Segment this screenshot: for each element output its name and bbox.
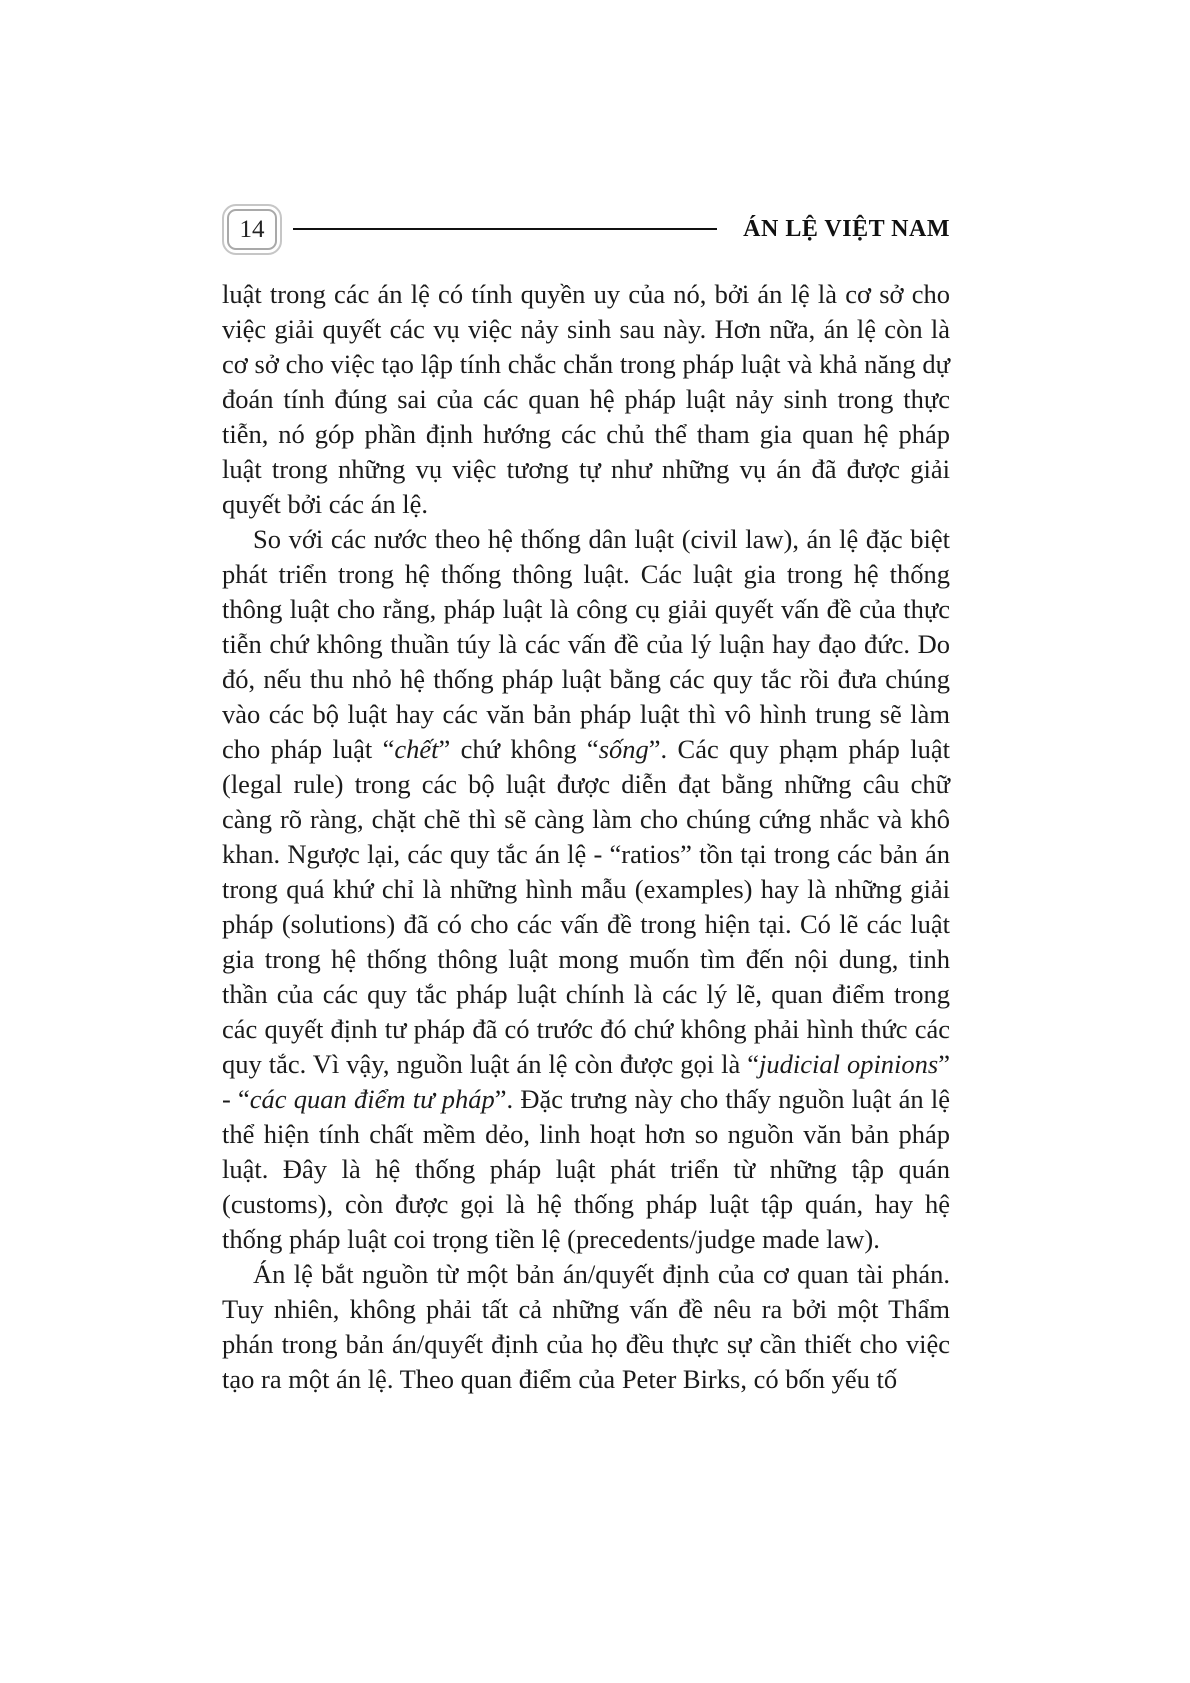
paragraph <box>222 522 950 1257</box>
text-run: ” - “ <box>222 1049 950 1114</box>
paragraph <box>222 1257 950 1397</box>
text-run: ”. Đặc trưng này cho thấy nguồn luật án lệ thể hiện tính chất mềm dẻo, linh hoạt hơn so nguồn văn bản pháp luật. Đây là hệ thống pháp luật phát triển từ những tập quán (customs), còn được gọi là hệ thống pháp luật tập quán, hay hệ thống pháp luật coi trọng tiền lệ (precedents/judge made law). <box>222 1084 950 1254</box>
page-header <box>222 203 950 255</box>
paragraph <box>222 277 950 522</box>
header-rule-line <box>293 228 717 231</box>
body-text <box>222 277 950 1397</box>
text-run: Án lệ bắt nguồn từ một bản án/quyết định của cơ quan tài phán. Tuy nhiên, không phải tất cả những vấn đề nêu ra bởi một Thẩm phán trong bản án/quyết định của họ đều thực sự cần thiết cho việc tạo ra một án lệ. Theo quan điểm của Peter Birks, có bốn yếu tố <box>222 1259 950 1394</box>
text-run: So với các nước theo hệ thống dân luật (civil law), án lệ đặc biệt phát triển trong hệ thống thông luật. Các luật gia trong hệ thống thông luật cho rằng, pháp luật là công cụ giải quyết vấn đề của thực tiễn chứ không thuần túy là các vấn đề của lý luận hay đạo đức. Do đó, nếu thu nhỏ hệ thống pháp luật bằng các quy tắc rồi đưa chúng vào các bộ luật hay các văn bản pháp luật thì vô hình trung sẽ làm cho pháp luật “ <box>222 524 950 764</box>
text-run: luật trong các án lệ có tính quyền uy của nó, bởi án lệ là cơ sở cho việc giải quyết các vụ việc nảy sinh sau này. Hơn nữa, án lệ còn là cơ sở cho việc tạo lập tính chắc chắn trong pháp luật và khả năng dự đoán tính đúng sai của các quan hệ pháp luật nảy sinh trong thực tiễn, nó góp phần định hướng các chủ thể tham gia quan hệ pháp luật trong những vụ việc tương tự như những vụ án đã được giải quyết bởi các án lệ. <box>222 279 950 519</box>
page-number-box <box>222 204 282 255</box>
text-run: ”. Các quy phạm pháp luật (legal rule) trong các bộ luật được diễn đạt bằng những câu chữ càng rõ ràng, chặt chẽ thì sẽ càng làm cho chúng cứng nhắc và khô khan. Ngược lại, các quy tắc án lệ - “ratios” tồn tại trong các bản án trong quá khứ chỉ là những hình mẫu (examples) hay là những giải pháp (solutions) đã có cho các vấn đề trong hiện tại. Có lẽ các luật gia trong hệ thống thông luật mong muốn tìm đến nội dung, tinh thần của các quy tắc pháp luật chính là các lý lẽ, quan điểm trong các quyết định tư pháp đã có trước đó chứ không phải hình thức các quy tắc. Vì vậy, nguồn luật án lệ còn được gọi là “ <box>222 734 951 1079</box>
page-number: 14 <box>239 215 265 243</box>
italic-text-run: các quan điểm tư pháp <box>249 1084 495 1114</box>
running-head-title: ÁN LỆ VIỆT NAM <box>743 215 950 242</box>
italic-text-run: sống <box>598 734 649 764</box>
text-run: ” chứ không “ <box>438 734 599 764</box>
italic-text-run: chết <box>394 734 439 764</box>
italic-text-run: judicial opinions <box>758 1049 939 1079</box>
page-number-inner-frame <box>227 209 277 250</box>
